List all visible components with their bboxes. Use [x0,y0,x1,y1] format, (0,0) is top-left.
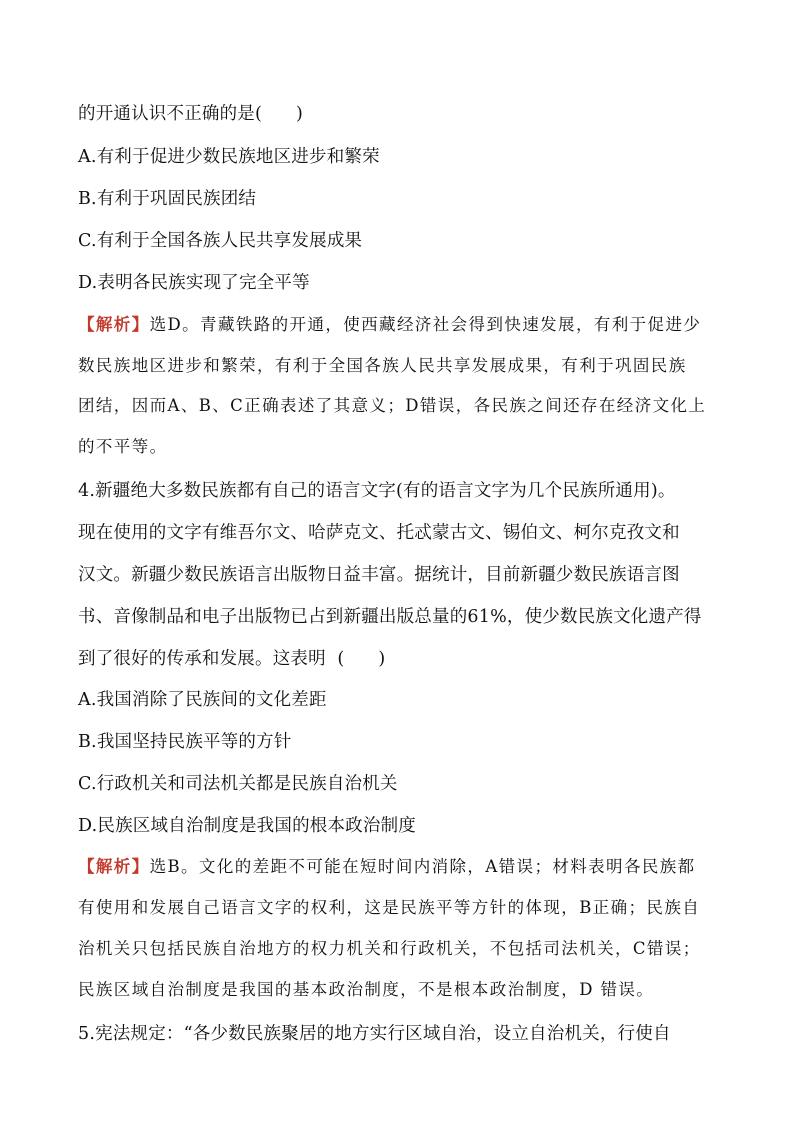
q3-paren-close: ) [296,104,304,124]
q3-stem [78,103,728,125]
q3-option-b: B.有利于巩固民族团结 [78,189,257,209]
q4-stem-line: 书、音像制品和电子出版物已占到新疆出版总量的61%，使少数民族文化遗产得 [78,607,702,627]
q3-analysis-text: 选D。青藏铁路的开通，使西藏经济社会得到快速发展，有利于促进少 [149,315,702,334]
q4-analysis-line: 有使用和发展自己语言文字的权利，这是民族平等方针的体现，B正确；民族自 [78,898,701,917]
q4-option-d: D.民族区域自治制度是我国的根本政治制度 [78,816,416,836]
q4-stem-text: 到了很好的传承和发展。这表明 [78,649,326,669]
q3-paren-open: ( [255,104,263,124]
q4-option-b: B.我国坚持民族平等的方针 [78,732,292,752]
q3-analysis-line: 团结，因而A、B、C正确表述了其意义；D错误，各民族之间还存在经济文化上 [78,396,707,415]
q3-analysis-line: 的不平等。 [78,437,168,456]
q4-paren-open: ( [337,649,345,669]
q4-analysis-text: 选B。文化的差距不可能在短时间内消除，A错误；材料表明各民族都 [149,857,696,876]
q4-stem-line [78,648,728,670]
analysis-tag: 【解析】 [78,857,150,876]
q4-paren-close: ) [378,649,386,669]
q4-stem-line: 现在使用的文字有维吾尔文、哈萨克文、托忒蒙古文、锡伯文、柯尔克孜文和 [78,523,680,543]
q3-option-d: D.表明各民族实现了完全平等 [78,273,310,293]
q3-analysis-line [78,314,728,336]
q4-stem-line: 汉文。新疆少数民族语言出版物日益丰富。据统计，目前新疆少数民族语言图 [78,565,680,585]
q5-stem-line: 5.宪法规定：“各少数民族聚居的地方实行区域自治，设立自治机关，行使自 [78,1024,671,1044]
q3-option-c: C.有利于全国各族人民共享发展成果 [78,231,363,251]
q3-stem-text: 的开通认识不正确的是 [78,104,255,124]
q3-option-a: A.有利于促进少数民族地区进步和繁荣 [78,147,380,167]
analysis-tag: 【解析】 [78,315,150,334]
q4-option-a: A.我国消除了民族间的文化差距 [78,690,327,710]
q4-analysis-line: 治机关只包括民族自治地方的权力机关和行政机关，不包括司法机关，C错误； [78,939,701,958]
q4-analysis-line: 民族区域自治制度是我国的基本政治制度，不是根本政治制度，D 错误。 [78,980,655,999]
q4-option-c: C.行政机关和司法机关都是民族自治机关 [78,774,398,794]
q3-analysis-line: 数民族地区进步和繁荣，有利于全国各族人民共享发展成果，有利于巩固民族 [78,356,687,375]
q4-stem-line: 4.新疆绝大多数民族都有自己的语言文字(有的语言文字为几个民族所通用)。 [78,481,676,501]
q4-analysis-line [78,856,728,878]
